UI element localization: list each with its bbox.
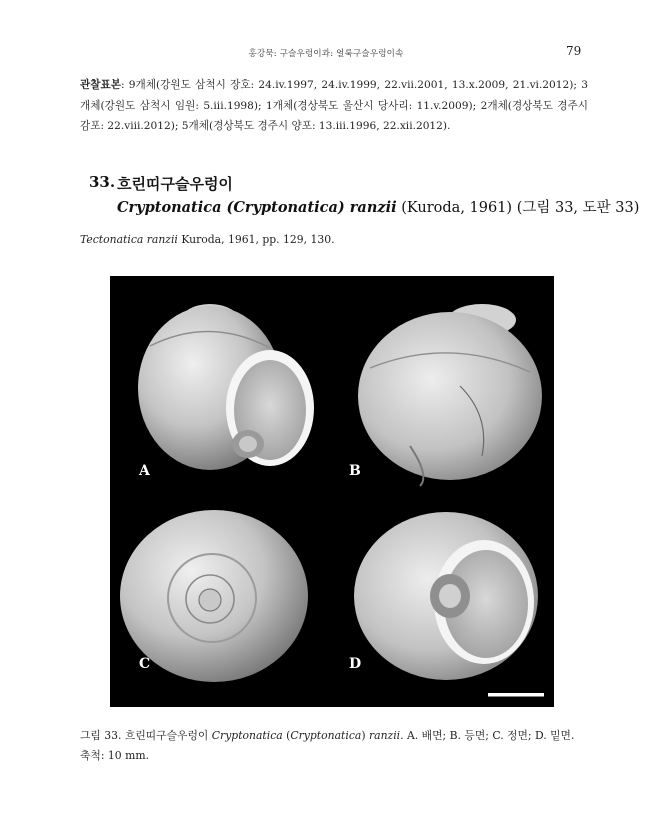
species-korean-name: 흐린띠구슬우렁이 [117,175,233,193]
specimens-text: : 9개체(강원도 삼척시 장호: 24.iv.1997, 24.iv.1999, 22.vii.2001, 13.x.2009, 21.vi.2012); 3개체(강원도 삼척시 임원: 5.iii.1998); 1개체(경상북도 울산시 당사리: 11.v.2009); 2개체(경상북도 경주시 감포: 22.viii.2012); 5개체(경상북도 경주시 양포: 13.iii.1996, 22.xii.2012). [80,79,588,132]
caption-species: ranzii [368,729,401,742]
caption-genus: Cryptonatica [211,729,283,742]
caption-middle: ( [282,729,291,742]
specimens-paragraph [80,75,588,137]
panel-label-a: A [139,463,150,479]
caption-subgenus: Cryptonatica [290,729,362,742]
shell-plate-image [110,276,554,707]
shell-b [358,304,542,486]
caption-middle2: ) [361,729,369,742]
species-latin-name [117,196,639,217]
caption-prefix: 그림 33. 흐린띠구슬우렁이 [80,729,212,742]
specimens-label: 관찰표본 [80,79,121,91]
panel-label-b: B [349,463,361,479]
shell-a [138,304,314,470]
species-binomial: Cryptonatica (Cryptonatica) ranzii [117,199,397,216]
running-head: 홍강묵: 구슬우렁이과: 얼룩구슬우렁이속 [248,49,404,59]
synonym-name: Tectonatica ranzii [80,233,178,246]
panel-label-c: C [139,656,151,672]
scale-bar [488,693,544,697]
synonym-reference: Kuroda, 1961, pp. 129, 130. [177,233,335,246]
shell-d [354,512,538,680]
synonym-line [80,233,335,246]
shell-plate [110,276,554,707]
figure-caption [80,726,588,766]
species-authority: (Kuroda, 1961) (그림 33, 도판 33) [396,200,640,216]
page-number: 79 [566,44,582,58]
caption-suffix: . A. 배면; B. 등면; C. 정면; D. 밑면. 축척: 10 mm. [80,729,575,762]
species-number: 33. [89,173,116,191]
panel-label-d: D [349,656,362,672]
